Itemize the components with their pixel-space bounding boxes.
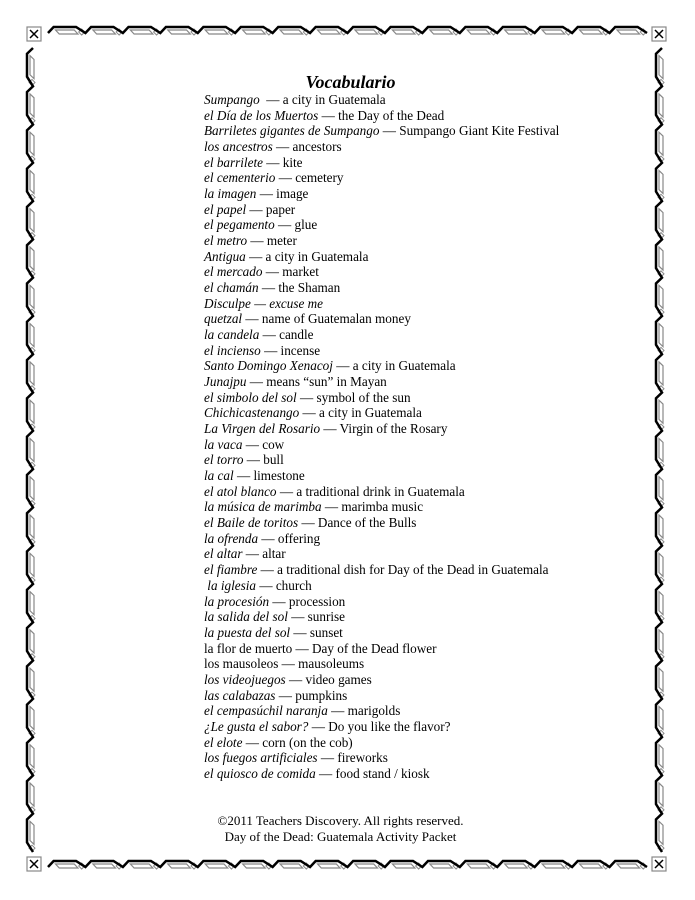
border-lozenge — [30, 707, 34, 730]
vocab-definition: pumpkins — [295, 687, 348, 703]
vocab-entry — [204, 452, 559, 468]
border-lozenge — [30, 400, 34, 423]
vocab-definition: ancestors — [292, 139, 342, 155]
dash: — — [292, 640, 313, 656]
vocab-entry — [204, 468, 559, 484]
dash: — — [243, 452, 264, 468]
vocab-entry — [204, 217, 559, 233]
border-lozenge — [30, 477, 34, 500]
vocab-entry — [204, 578, 559, 594]
vocab-definition: cow — [262, 436, 285, 452]
vocab-entry — [204, 641, 559, 657]
border-lozenge — [392, 864, 414, 868]
vocab-term: el quiosco de comida — [204, 765, 316, 781]
vocab-definition: name of Guatemalan money — [261, 311, 411, 327]
vocab-definition: cemetery — [295, 170, 344, 186]
vocab-entry — [204, 123, 559, 139]
vocab-entry — [204, 562, 559, 578]
vocab-entry — [204, 421, 559, 437]
dash: — — [308, 718, 329, 734]
border-lozenge — [30, 553, 34, 576]
vocab-term: La Virgen del Rosario — [204, 421, 321, 437]
vocab-entry — [204, 594, 559, 610]
vocab-definition: video games — [305, 671, 372, 687]
vocab-entry — [204, 531, 559, 547]
vocab-term: el fiambre — [204, 562, 258, 578]
vocab-term: la vaca — [204, 436, 243, 452]
border-lozenge — [659, 630, 663, 653]
dash: — — [242, 734, 263, 750]
border-lozenge — [659, 592, 663, 615]
vocab-definition: a traditional drink in Guatemala — [296, 483, 465, 499]
vocab-definition: paper — [265, 201, 296, 217]
vocab-term: Disculpe — [204, 295, 251, 311]
vocab-entry — [204, 202, 559, 218]
packet-title: Day of the Dead: Guatemala Activity Packet — [224, 829, 457, 844]
vocab-definition: meter — [266, 233, 297, 249]
border-lozenge — [617, 864, 639, 868]
dash: — — [256, 186, 277, 202]
dash: — — [332, 358, 353, 374]
border-lozenge — [580, 30, 602, 34]
dash: — — [269, 593, 289, 609]
border-lozenge — [30, 630, 34, 653]
border-lozenge — [93, 30, 115, 34]
vocab-term: el barrilete — [204, 154, 263, 170]
vocab-entry — [204, 609, 559, 625]
vocab-entry — [204, 390, 559, 406]
border-lozenge — [659, 668, 663, 691]
dash: — — [233, 468, 254, 484]
vocab-entry — [204, 484, 559, 500]
vocab-term: Barriletes gigantes de Sumpango — [204, 123, 380, 139]
border-lozenge — [467, 30, 489, 34]
vocab-definition: candle — [279, 327, 314, 343]
vocab-term: la ofrenda — [204, 530, 259, 546]
page-title: Vocabulario — [305, 72, 396, 92]
border-lozenge — [55, 864, 77, 868]
vocab-term: las calabazas — [204, 687, 276, 703]
vocab-entry — [204, 719, 559, 735]
vocab-definition: fireworks — [337, 750, 388, 766]
dash: — — [256, 577, 276, 593]
border-lozenge — [280, 864, 302, 868]
vocab-definition: glue — [294, 217, 318, 233]
vocab-entry — [204, 656, 559, 672]
vocab-term: la imagen — [204, 186, 257, 202]
border-lozenge — [30, 132, 34, 155]
vocab-definition: Do you like the flavor? — [328, 718, 451, 734]
dash: — — [320, 421, 340, 437]
dash: — — [317, 750, 338, 766]
border-lozenge — [659, 247, 663, 270]
dash: — — [278, 656, 299, 672]
vocab-entry — [204, 437, 559, 453]
border-lozenge — [659, 132, 663, 155]
vocab-entry — [204, 374, 559, 390]
dash: — — [262, 92, 283, 107]
border-lozenge — [30, 783, 34, 806]
vocab-entry — [204, 233, 559, 249]
footer — [0, 813, 695, 845]
vocab-entry — [204, 280, 559, 296]
vocab-entry — [204, 264, 559, 280]
vocab-definition: Dance of the Bulls — [317, 515, 417, 531]
dash: — — [327, 703, 348, 719]
vocab-term: el pegamento — [204, 217, 275, 233]
vocab-term: el elote — [204, 734, 243, 750]
border-lozenge — [659, 707, 663, 730]
vocab-entry — [204, 515, 559, 531]
dash: — — [272, 139, 293, 155]
vocab-term: Sumpango — [204, 92, 263, 107]
vocab-term: el Baile de toritos — [204, 515, 299, 531]
dash: — — [262, 154, 283, 170]
border-lozenge — [659, 439, 663, 462]
vocab-term: el atol blanco — [204, 483, 277, 499]
vocab-entry — [204, 750, 559, 766]
vocab-definition: the Day of the Dead — [338, 107, 445, 123]
vocab-definition: Virgin of the Rosary — [339, 421, 448, 437]
vocab-entry — [204, 296, 559, 312]
vocab-term: los videojuegos — [204, 671, 286, 687]
border-lozenge — [542, 864, 564, 868]
border-lozenge — [93, 864, 115, 868]
dash: — — [287, 609, 308, 625]
border-lozenge — [580, 864, 602, 868]
border-lozenge — [30, 745, 34, 768]
dash: — — [246, 374, 267, 390]
vocab-definition: a city in Guatemala — [319, 405, 422, 421]
vocab-term: la cal — [204, 468, 234, 484]
vocab-definition: a city in Guatemala — [282, 92, 386, 107]
vocab-entry — [204, 343, 559, 359]
border-lozenge — [659, 515, 663, 538]
border-lozenge — [659, 285, 663, 308]
dash: — — [242, 311, 262, 327]
dash: — — [250, 295, 270, 311]
border-lozenge — [30, 285, 34, 308]
vocab-definition: offering — [277, 530, 321, 546]
vocab-term: Chichicastenango — [204, 405, 300, 421]
vocab-definition: image — [276, 186, 309, 202]
border-lozenge — [659, 324, 663, 347]
border-lozenge — [659, 209, 663, 232]
dash: — — [247, 233, 267, 249]
border-lozenge — [659, 94, 663, 117]
dash: — — [275, 687, 296, 703]
border-lozenge — [659, 400, 663, 423]
border-lozenge — [30, 94, 34, 117]
vocab-definition: a city in Guatemala — [265, 248, 369, 264]
border-lozenge — [659, 745, 663, 768]
vocab-definition: marimba music — [341, 499, 424, 515]
border-lozenge — [168, 864, 190, 868]
border-lozenge — [659, 553, 663, 576]
border-lozenge — [30, 171, 34, 194]
vocab-definition: Sumpango Giant Kite Festival — [399, 123, 560, 139]
dash: — — [298, 515, 318, 531]
border-lozenge — [130, 30, 152, 34]
vocab-definition: the Shaman — [278, 280, 341, 296]
vocab-entry — [204, 405, 559, 421]
vocab-term: Santo Domingo Xenacoj — [204, 358, 333, 374]
border-lozenge — [659, 362, 663, 385]
vocab-definition: sunset — [309, 624, 343, 640]
border-lozenge — [30, 439, 34, 462]
vocab-term: la flor de muerto — [204, 640, 293, 656]
vocab-term: los fuegos artificiales — [204, 750, 318, 766]
vocab-term: la candela — [204, 327, 260, 343]
copyright-text: ©2011 Teachers Discovery. All rights reserved. — [217, 813, 464, 828]
dash: — — [274, 217, 295, 233]
dash: — — [262, 264, 283, 280]
border-lozenge — [30, 247, 34, 270]
vocab-definition: means “sun” in Mayan — [266, 374, 387, 390]
dash: — — [299, 405, 320, 421]
border-lozenge — [430, 864, 452, 868]
border-lozenge — [30, 362, 34, 385]
border-lozenge — [30, 209, 34, 232]
dash: — — [276, 483, 297, 499]
border-lozenge — [392, 30, 414, 34]
vocab-term: el chamán — [204, 280, 259, 296]
vocab-definition: mausoleums — [298, 656, 365, 672]
border-lozenge — [467, 864, 489, 868]
dash: — — [245, 248, 266, 264]
border-lozenge — [280, 30, 302, 34]
border-lozenge — [168, 30, 190, 34]
vocab-term: quetzal — [204, 311, 243, 327]
border-lozenge — [205, 30, 227, 34]
vocab-definition: bull — [263, 452, 284, 468]
vocab-term: el mercado — [204, 264, 263, 280]
vocab-term: los mausoleos — [204, 656, 279, 672]
vocab-term: el torro — [204, 452, 244, 468]
vocab-entry — [204, 186, 559, 202]
vocab-term: el simbolo del sol — [204, 389, 297, 405]
vocab-definition: limestone — [253, 468, 305, 484]
dash: — — [318, 107, 339, 123]
vocab-term: la iglesia — [204, 577, 257, 593]
vocab-entry — [204, 672, 559, 688]
vocab-definition: symbol of the sun — [316, 389, 411, 405]
border-lozenge — [205, 864, 227, 868]
dash: — — [296, 389, 317, 405]
vocab-term: el Día de los Muertos — [204, 107, 319, 123]
vocab-term: la música de marimba — [204, 499, 322, 515]
vocab-definition: excuse me — [269, 295, 324, 311]
dash: — — [290, 624, 310, 640]
border-lozenge — [542, 30, 564, 34]
vocab-definition: altar — [262, 546, 286, 562]
vocab-term: el altar — [204, 546, 243, 562]
border-lozenge — [659, 783, 663, 806]
vocab-definition: sunrise — [307, 609, 346, 625]
vocab-entry — [204, 311, 559, 327]
vocab-definition: kite — [282, 154, 303, 170]
vocab-entry — [204, 546, 559, 562]
vocab-entry — [204, 766, 559, 782]
dash: — — [260, 342, 281, 358]
vocab-entry — [204, 139, 559, 155]
vocab-entry — [204, 92, 559, 108]
vocab-definition: church — [275, 577, 312, 593]
vocab-term: los ancestros — [204, 139, 273, 155]
border-lozenge — [355, 864, 377, 868]
dash: — — [242, 546, 263, 562]
vocab-term: el papel — [204, 201, 247, 217]
border-lozenge — [30, 592, 34, 615]
vocab-definition: corn (on the cob) — [262, 734, 353, 750]
dash: — — [242, 436, 263, 452]
vocab-entry — [204, 249, 559, 265]
vocab-entry — [204, 108, 559, 124]
dash: — — [315, 765, 336, 781]
dash: — — [379, 123, 400, 139]
dash: — — [258, 280, 279, 296]
vocab-entry — [204, 735, 559, 751]
border-lozenge — [318, 864, 340, 868]
border-lozenge — [430, 30, 452, 34]
border-lozenge — [55, 30, 77, 34]
dash: — — [258, 530, 278, 546]
vocabulary-list — [204, 92, 559, 782]
border-lozenge — [355, 30, 377, 34]
vocab-entry — [204, 499, 559, 515]
border-lozenge — [659, 171, 663, 194]
vocab-definition: food stand / kiosk — [335, 765, 430, 781]
vocab-term: el incienso — [204, 342, 261, 358]
vocab-term: ¿Le gusta el sabor? — [204, 718, 309, 734]
border-lozenge — [130, 864, 152, 868]
vocab-term: el cempasúchil naranja — [204, 703, 328, 719]
vocab-term: Junajpu — [204, 374, 247, 390]
vocab-term: la salida del sol — [204, 609, 288, 625]
vocab-term: el cementerio — [204, 170, 276, 186]
vocab-entry — [204, 170, 559, 186]
vocab-entry — [204, 625, 559, 641]
vocab-term: el metro — [204, 233, 248, 249]
vocab-definition: procession — [288, 593, 346, 609]
dash: — — [259, 327, 280, 343]
dash: — — [321, 499, 342, 515]
vocab-term: la puesta del sol — [204, 624, 291, 640]
dash: — — [257, 562, 278, 578]
border-lozenge — [30, 668, 34, 691]
vocab-definition: Day of the Dead flower — [312, 640, 437, 656]
vocab-entry — [204, 688, 559, 704]
vocab-entry — [204, 703, 559, 719]
vocab-entry — [204, 155, 559, 171]
border-lozenge — [30, 515, 34, 538]
vocab-term: la procesión — [204, 593, 270, 609]
border-lozenge — [243, 864, 265, 868]
vocab-definition: marigolds — [347, 703, 401, 719]
border-lozenge — [659, 477, 663, 500]
dash: — — [285, 671, 306, 687]
vocab-entry — [204, 358, 559, 374]
dash: — — [275, 170, 296, 186]
border-lozenge — [505, 30, 527, 34]
border-lozenge — [243, 30, 265, 34]
border-lozenge — [617, 30, 639, 34]
vocab-definition: a traditional dish for Day of the Dead in Guatemala — [277, 562, 549, 578]
vocab-definition: market — [282, 264, 319, 280]
border-lozenge — [318, 30, 340, 34]
border-lozenge — [505, 864, 527, 868]
vocab-definition: a city in Guatemala — [352, 358, 456, 374]
vocab-entry — [204, 327, 559, 343]
vocab-term: Antigua — [204, 248, 246, 264]
vocab-definition: incense — [280, 342, 321, 358]
border-lozenge — [30, 324, 34, 347]
dash: — — [246, 201, 266, 217]
